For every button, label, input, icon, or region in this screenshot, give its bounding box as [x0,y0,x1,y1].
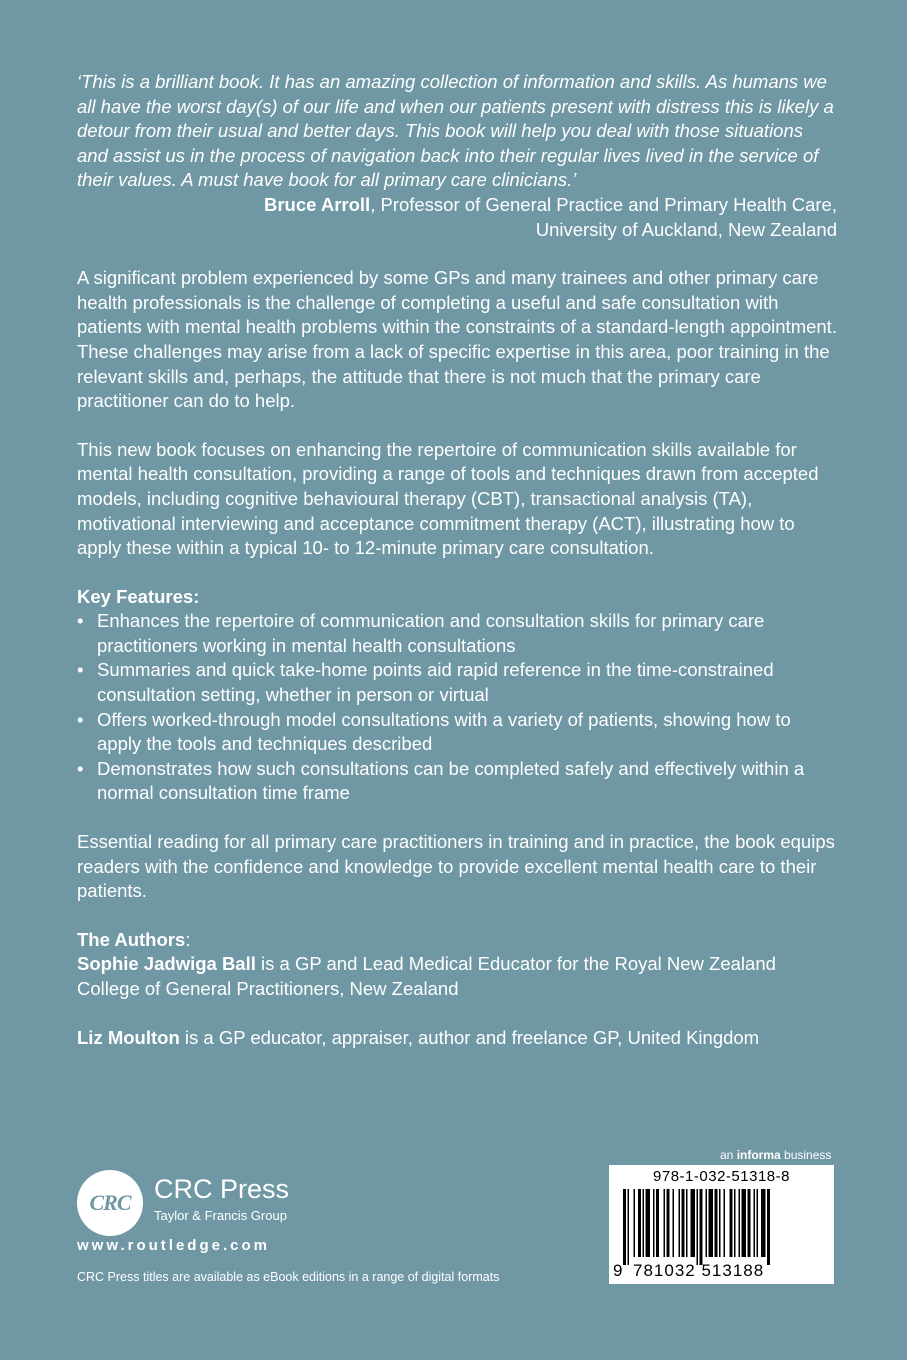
crc-logo-text: CRC [89,1190,131,1215]
isbn-number-top: 978-1-032-51318-8 [653,1168,790,1185]
publisher-name: CRC Press [154,1174,290,1204]
back-cover-text [77,70,837,1050]
barcode-bar [761,1189,766,1257]
barcode-bar [623,1189,626,1265]
barcode-bar [730,1189,733,1257]
isbn-lead-digit: 9 [613,1261,624,1280]
barcode-bar [682,1189,685,1257]
barcode-bar [754,1189,756,1257]
endorsement-author: Bruce Arroll [263,193,371,215]
barcode-bar [679,1189,681,1257]
authors-heading [77,928,837,953]
author-2-name: Liz Moulton [77,1026,180,1048]
key-feature-item: • Summaries and quick take-home points aid rapid reference in the time-constrained consultation setting, whether in person or virtual [77,658,837,707]
endorsement-affiliation: University of Auckland, New Zealand [535,218,837,240]
barcode-bar [691,1189,696,1257]
description-paragraph-1: A significant problem experienced by some GPs and many trainees and other primary care health professionals is the challenge of completing a useful and safe consultation with patients with mental health problems within the constraints of a standard-length appointment. These challenges may arise from a lack of specific expertise in this area, poor training in the relevant skills and, perhaps, the attitude that there is not much that the primary care practitioner can do to help. [77,267,837,412]
author-2-description: is a GP educator, appraiser, author and freelance GP, United Kingdom [179,1026,760,1048]
barcode-bar [628,1189,630,1265]
author-1-description: is a GP and Lead Medical Educator for the Royal New Zealand College of General Practitioners, New Zealand [77,953,776,999]
key-feature-item: • Offers worked-through model consultations with a variety of patients, showing how to apply the tools and techniques described [77,708,837,757]
isbn-remaining-digits: 781032 513188 [633,1261,765,1280]
informa-business-label [720,1148,831,1162]
barcode-bar [673,1189,675,1257]
author-1-name: Sophie Jadwiga Ball [77,953,256,975]
description-paragraph-3: Essential reading for all primary care practitioners in training and in practice, the book equips readers with the confidence and knowledge to provide excellent mental health care to their patients. [77,831,835,902]
ebook-note: CRC Press titles are available as eBook editions in a range of digital formats [77,1270,500,1284]
author-1-bio [77,952,837,1001]
description-paragraph-2: This new book focuses on enhancing the repertoire of communication skills available for mental health consultation, providing a range of tools and techniques drawn from accepted models, including cognitive behavioural therapy (CBT), transactional analysis (TA), motivational interviewing and acceptance commitment therapy (ACT), illustrating how to apply these within a typical 10- to 12-minute primary care consultation. [77,438,819,559]
key-features-list [77,609,837,806]
endorsement-quote: ‘This is a brilliant book. It has an amazing collection of information and skills. As humans we all have the worst day(s) of our life and when our patients present with distress this is likely a detour from their usual and better days. This book will help you deal with those situations and assist us in the process of navigation back into their regular lives lived in the service of their values. A must have book for all primary care clinicians.’ [77,71,834,191]
barcode-bar [734,1189,736,1257]
authors-title: The Authors [77,928,186,950]
barcode-bar [715,1189,718,1257]
authors-colon: : [185,928,191,950]
barcode-bar [638,1189,641,1257]
barcode-bar [646,1189,651,1257]
barcode-bar [748,1189,751,1257]
informa-brand: informa [736,1148,781,1162]
key-feature-item: • Enhances the repertoire of communication and consultation skills for primary care practitioners working in mental health consultations [77,609,837,658]
author-2-bio [77,1026,837,1051]
barcode-bar [667,1189,670,1257]
informa-suffix: business [780,1148,832,1162]
barcode-bar [686,1189,688,1257]
key-feature-item: • Demonstrates how such consultations can be completed safely and effectively within a normal consultation time frame [77,757,837,806]
barcode-bar [643,1189,645,1257]
barcode-bar [664,1189,666,1257]
cover-footer [0,1140,907,1360]
barcode-bar [653,1189,655,1257]
publisher-group: Taylor & Francis Group [154,1208,287,1223]
barcode-bar [767,1189,770,1265]
barcode-bar [706,1189,708,1257]
barcode-bar [757,1189,759,1257]
endorsement-attribution [77,193,837,242]
barcode-bar [634,1189,636,1257]
barcode-bar [739,1189,741,1257]
publisher-website[interactable]: www.routledge.com [77,1237,270,1254]
endorsement-role: , Professor of General Practice and Primary Health Care, [370,193,837,215]
barcode-bars-icon [623,1189,823,1265]
barcode-bar [697,1189,699,1265]
barcode-bar [742,1189,747,1257]
barcode-bar [700,1189,703,1265]
crc-logo-icon [77,1170,143,1236]
isbn-barcode [609,1165,834,1284]
key-features-title: Key Features: [77,585,200,607]
informa-prefix: an [720,1148,737,1162]
barcode-bar [719,1189,721,1257]
barcode-bar [656,1189,659,1257]
barcode-bar [709,1189,714,1257]
barcode-bar [724,1189,726,1257]
